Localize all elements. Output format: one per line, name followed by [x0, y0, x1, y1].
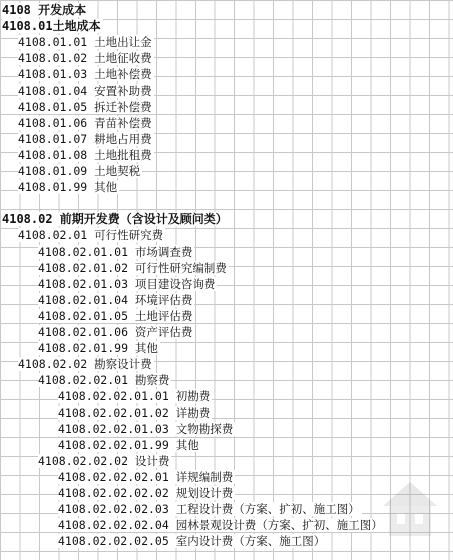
account-label: 4108.01.99 其他	[18, 180, 118, 195]
account-label: 4108.02.01.05 土地评估费	[38, 308, 193, 323]
account-label: 4108.02.01.99 其他	[38, 341, 158, 356]
account-label: 4108.01.09 土地契税	[18, 164, 141, 178]
account-label: 4108.02.02.02.01 详规编制费	[58, 469, 234, 484]
account-label: 4108.01.03 土地补偿费	[18, 67, 152, 82]
account-label: 4108.02.01.06 资产评估费	[38, 325, 193, 339]
account-label: 4108.02.02.02.04 园林景观设计费（方案、扩初、施工图）	[58, 518, 383, 533]
account-label: 4108.02.02.02.05 室内设计费（方案、施工图）	[58, 534, 326, 549]
account-label: 4108.02.02.02.03 工程设计费（方案、扩初、施工图）	[58, 502, 360, 517]
account-label: 4108.02.01.01 市场调查费	[38, 244, 193, 259]
account-label: 4108.02.01.03 项目建设咨询费	[38, 276, 216, 291]
account-label: 4108.02.02.01.01 初勘费	[58, 389, 211, 404]
account-label: 4108.01.05 拆迁补偿费	[18, 99, 152, 114]
account-label: 4108.02 前期开发费（含设计及顾问类）	[2, 212, 228, 227]
account-label: 4108.02.02.01.03 文物勘探费	[58, 421, 234, 436]
account-row[interactable]	[18, 178, 119, 197]
account-label: 4108.01.04 安置补助费	[18, 83, 152, 98]
account-label: 4108.02.01.04 环境评估费	[38, 292, 193, 307]
account-label: 4108.01土地成本	[2, 19, 101, 34]
account-label: 4108.01.01 土地出让金	[18, 35, 152, 50]
account-label: 4108.02.02.02 设计费	[38, 453, 170, 468]
account-label: 4108.01.06 青苗补偿费	[18, 115, 152, 130]
account-label: 4108.02.01 可行性研究费	[18, 228, 164, 243]
account-label: 4108.02.01.02 可行性研究编制费	[38, 260, 227, 275]
account-label: 4108.02.02.01 勘察费	[38, 373, 170, 388]
account-label: 4108.01.08 土地批租费	[18, 147, 152, 162]
account-label: 4108.02.02 勘察设计费	[18, 357, 152, 372]
account-label: 4108.02.02.01.99 其他	[58, 437, 199, 452]
account-row[interactable]	[58, 532, 327, 551]
account-label: 4108.02.02.02.02 规划设计费	[58, 486, 234, 500]
account-label: 4108 开发成本	[2, 3, 87, 17]
building-logo-icon	[375, 476, 445, 546]
account-label: 4108.01.02 土地征收费	[18, 51, 152, 66]
account-label: 4108.02.02.01.02 详勘费	[58, 405, 211, 420]
account-label: 4108.01.07 耕地占用费	[18, 131, 152, 146]
